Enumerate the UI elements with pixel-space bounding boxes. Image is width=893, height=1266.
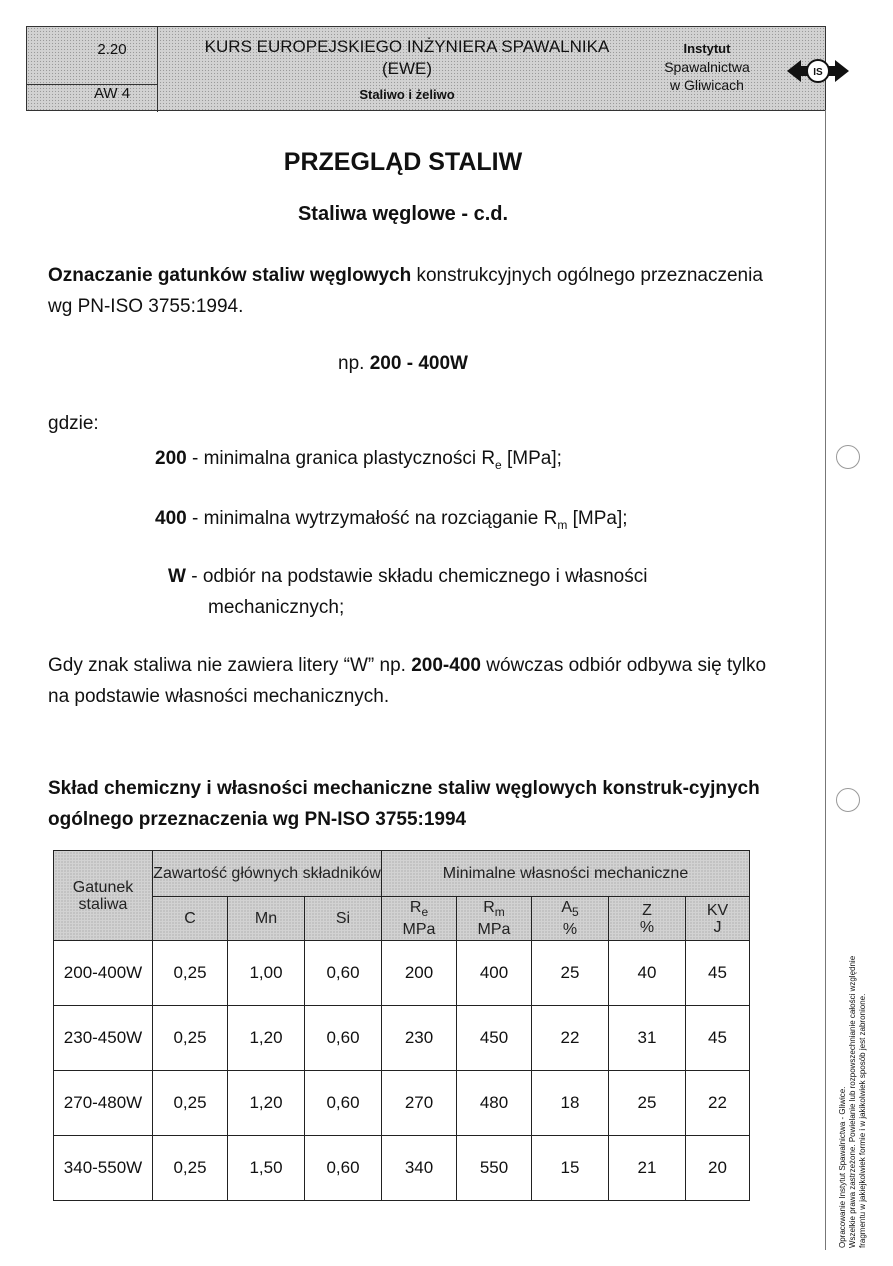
table-cell: 450 — [457, 1006, 532, 1071]
table-row — [54, 1136, 750, 1201]
table-row — [54, 941, 750, 1006]
svg-text:IS: IS — [813, 67, 823, 78]
col-si-header: Si — [305, 897, 382, 941]
table-cell: 22 — [532, 1006, 609, 1071]
table-cell: 0,60 — [305, 1071, 382, 1136]
table-cell: 0,25 — [153, 941, 228, 1006]
table-cell: 230 — [382, 1006, 457, 1071]
table-cell: 1,20 — [228, 1071, 305, 1136]
table-cell: 550 — [457, 1136, 532, 1201]
page-header — [26, 26, 826, 111]
col-mn-header: Mn — [228, 897, 305, 941]
table-row — [54, 1071, 750, 1136]
table-cell: 0,25 — [153, 1006, 228, 1071]
definition-yield-strength: 200 - minimalna granica plastyczności $R_e$ [MPa]; — [155, 448, 562, 472]
col-c-header: C — [153, 897, 228, 941]
table-cell: 1,50 — [228, 1136, 305, 1201]
punch-hole-icon — [836, 445, 860, 469]
punch-hole-icon — [836, 788, 860, 812]
page-subtitle: Staliwa węglowe - c.d. — [297, 203, 509, 225]
table-cell: 340-550W — [54, 1136, 153, 1201]
table-cell: 230-450W — [54, 1006, 153, 1071]
page-title: PRZEGLĄD STALIW — [283, 148, 523, 176]
section-code: 2.20 — [97, 41, 127, 58]
grade-header: Gatunek staliwa — [54, 851, 153, 941]
table-cell: 480 — [457, 1071, 532, 1136]
table-cell: 31 — [609, 1006, 686, 1071]
institute-name-line1: Instytut — [683, 41, 731, 56]
steel-properties-table — [53, 850, 750, 1201]
definition-acceptance: W - odbiór na podstawie składu chemicznego i własności mechanicznych; — [168, 566, 648, 618]
course-topic: Staliwo i żeliwo — [359, 87, 455, 102]
table-row — [54, 1006, 750, 1071]
intro-paragraph: Oznaczanie gatunków staliw węglowych konstrukcyjnych ogólnego przeznaczenia wg PN-ISO 3755:1994. — [48, 265, 763, 317]
table-cell: 21 — [609, 1136, 686, 1201]
course-title: KURS EUROPEJSKIEGO INŻYNIERA SPAWALNIKA — [204, 37, 610, 56]
mechanical-header: Minimalne własności mechaniczne — [382, 851, 750, 897]
table-cell: 340 — [382, 1136, 457, 1201]
table-cell: 25 — [532, 941, 609, 1006]
table-cell: 45 — [686, 941, 750, 1006]
table-cell: 0,25 — [153, 1071, 228, 1136]
institute-name-line3: w Gliwicach — [670, 77, 744, 93]
institute-logo-icon — [787, 55, 849, 87]
table-cell: 400 — [457, 941, 532, 1006]
where-label: gdzie: — [48, 413, 99, 434]
note-paragraph: Gdy znak staliwa nie zawiera litery “W” np. 200-400 wówczas odbiór odbywa się tylko na podstawie własności mechanicznych. — [48, 655, 767, 707]
col-rm-header: $R_m$ MPa — [457, 897, 532, 941]
header-divider-vertical — [157, 27, 158, 112]
table-cell: 0,60 — [305, 1006, 382, 1071]
margin-line — [825, 110, 826, 1250]
col-kv-header: KV J — [686, 897, 750, 941]
table-cell: 18 — [532, 1071, 609, 1136]
table-cell: 40 — [609, 941, 686, 1006]
copyright-notice: Opracowanie Instytut Spawalnictwa - Gliwice. Wszelkie prawa zastrzeżone. Powielanie lub rozpowszechnianie całości względnie fragmentu w jakiejkolwiek formie i w jakikolwiek sposób jest zabronione. — [838, 955, 867, 1248]
table-cell: 22 — [686, 1071, 750, 1136]
table-cell: 1,20 — [228, 1006, 305, 1071]
table-cell: 270 — [382, 1071, 457, 1136]
table-cell: 0,25 — [153, 1136, 228, 1201]
col-a5-header: $A_5$ % — [532, 897, 609, 941]
composition-header: Zawartość głównych składników — [153, 851, 382, 897]
table-cell: 270-480W — [54, 1071, 153, 1136]
col-z-header: Z % — [609, 897, 686, 941]
example-designation: np. 200 - 400W — [338, 353, 468, 374]
table-cell: 1,00 — [228, 941, 305, 1006]
table-cell: 0,60 — [305, 941, 382, 1006]
document-code: AW 4 — [93, 85, 131, 102]
table-cell: 0,60 — [305, 1136, 382, 1201]
definition-tensile-strength: 400 - minimalna wytrzymałość na rozciąganie $R_m$ [MPa]; — [155, 508, 628, 532]
table-cell: 20 — [686, 1136, 750, 1201]
institute-name-line2: Spawalnictwa — [664, 59, 750, 75]
table-cell: 15 — [532, 1136, 609, 1201]
table-cell: 25 — [609, 1071, 686, 1136]
table-title: Skład chemiczny i własności mechaniczne staliw węglowych konstruk-cyjnych ogólnego przeznaczenia wg PN-ISO 3755:1994 — [48, 778, 760, 830]
table-cell: 200-400W — [54, 941, 153, 1006]
table-cell: 45 — [686, 1006, 750, 1071]
course-abbreviation: (EWE) — [381, 59, 433, 78]
col-re-header: $R_e$ MPa — [382, 897, 457, 941]
table-cell: 200 — [382, 941, 457, 1006]
